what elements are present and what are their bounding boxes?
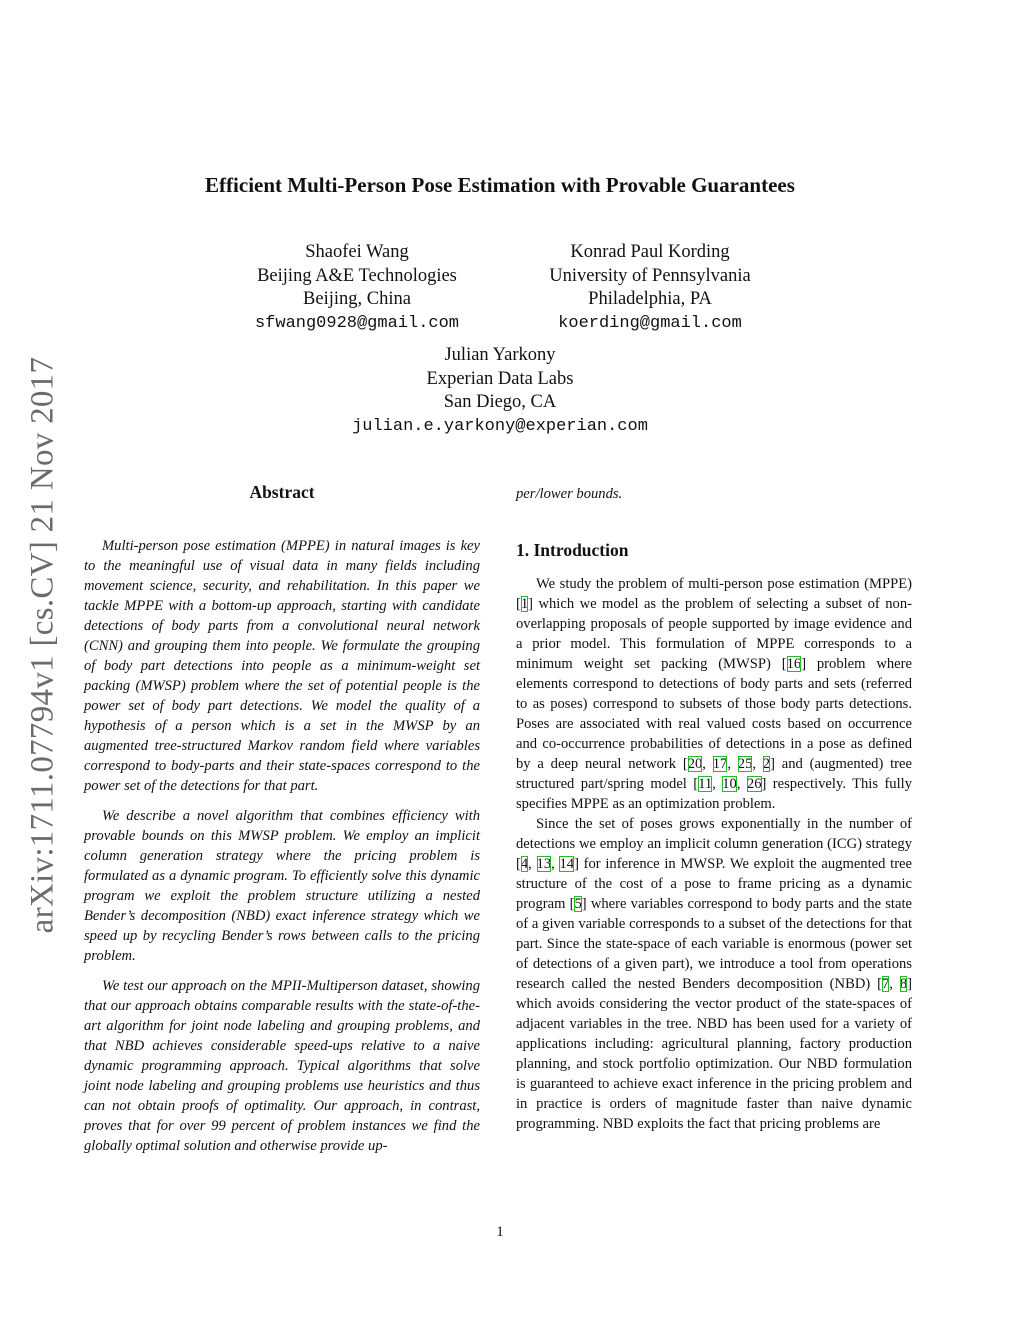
author-location: Beijing, China (303, 289, 411, 309)
text-run: Since the set of poses grows exponentially in the number of detections we employ an implicit column generation (ICG) strategy [ (516, 816, 912, 872)
citation-link[interactable]: 13 (536, 856, 552, 872)
citation-link[interactable]: 10 (722, 776, 737, 792)
citation-link[interactable]: 8 (899, 976, 908, 992)
citation-link[interactable]: 26 (746, 776, 762, 792)
separator: , (727, 756, 738, 772)
author-affiliation: Beijing A&E Technologies (257, 265, 457, 286)
text-run: ] which avoids considering the vector product of the state-spaces of adjacent variables in the tree. NBD has been used for a variety of applications including: agricultural planning, factory production planning, and stock portfolio optimization. Our NBD formulation is guaranteed to achieve exact inference in the pricing problem and in practice is orders of magnitude faster than naive dynamic programming. NBD exploits the fact that pricing problems are (516, 976, 912, 1132)
intro-paragraph-2 (516, 814, 912, 1134)
citation-link[interactable]: 1 (520, 596, 529, 612)
abstract-body (84, 536, 480, 1166)
citation-link[interactable]: 4 (520, 856, 529, 872)
text-run: ] where variables correspond to body parts and the state of a given variable corresponds to a subset of the detections for that part. Since the state-space of each variable is enormous (power set of detections of a given part), we introduce a tool from operations research called the nested Benders decomposition (NBD) [ (516, 896, 912, 992)
introduction-body (516, 574, 912, 1134)
separator: , (528, 856, 537, 872)
author-email: sfwang0928@gmail.com (254, 313, 460, 333)
author-location: Philadelphia, PA (588, 289, 712, 309)
arxiv-sidebar-stamp (20, 345, 66, 945)
citation-link[interactable]: 2 (762, 756, 771, 772)
abstract-paragraph: We describe a novel algorithm that combines efficiency with provable bounds on this MWSP problem. We employ an implicit column generation strategy where the pricing problem is formulated as a dynamic program. To efficiently solve this dynamic program we exploit the problem structure utilizing a nested Bender’s decomposition (NBD) exact inference strategy which we speed up by recycling Bender’s rows between calls to the pricing problem. (84, 808, 480, 964)
text-run: ] respectively. This fully specifies MPPE as an optimization problem. (516, 776, 913, 812)
paper-title: Efficient Multi-Person Pose Estimation with Provable Guarantees (205, 173, 795, 197)
citation-link[interactable]: 11 (698, 776, 713, 792)
separator: , (889, 976, 900, 992)
arxiv-identifier: arXiv:1711.07794v1 [cs.CV] 21 Nov 2017 (24, 356, 61, 934)
citation-link[interactable]: 25 (737, 756, 753, 772)
abstract-paragraph: We test our approach on the MPII-Multiperson dataset, showing that our approach obtains comparable results with the state-of-the-art algorithm for joint node labeling and grouping problems, and that NBD achieves considerable speed-ups relative to a naive dynamic programming approach. Typical algorithms that solve joint node labeling and grouping problems use heuristics and thus can not obtain proofs of optimality. Our approach, in contrast, proves that for over 99 percent of problem instances we find the globally optimal solution and otherwise provide up- (84, 978, 480, 1154)
abstract-heading: Abstract (249, 482, 315, 502)
separator: , (712, 776, 723, 792)
citation-link[interactable]: 17 (712, 756, 728, 772)
author-affiliation: Experian Data Labs (426, 368, 574, 389)
author-block-3 (320, 344, 680, 438)
separator: , (752, 756, 763, 772)
author-location: San Diego, CA (443, 392, 557, 412)
text-run: We study the problem of multi-person pose estimation (MPPE) [ (516, 576, 912, 612)
separator: , (702, 756, 713, 772)
citation-link[interactable]: 20 (687, 756, 703, 772)
section-heading-introduction: 1. Introduction (516, 540, 629, 560)
author-email: koerding@gmail.com (558, 313, 742, 333)
text-run: ] which we model as the problem of selecting a subset of non-overlapping proposals of people supported by image evidence and a prior model. This formulation of MPPE corresponds to a minimum weight set packing (MWSP) [ (516, 596, 912, 672)
author-name: Shaofei Wang (305, 242, 409, 262)
author-block-1 (232, 241, 482, 335)
text-run: ] for inference in MWSP. We exploit the augmented tree structure of the cost of a pose to frame pricing as a dynamic program [ (516, 856, 913, 912)
intro-paragraph-1 (516, 574, 912, 814)
author-affiliation: University of Pennsylvania (549, 265, 751, 286)
citation-link[interactable]: 7 (881, 976, 890, 992)
text-run: ] and (augmented) tree structured part/spring model [ (516, 756, 912, 792)
abstract-paragraph: Multi-person pose estimation (MPPE) in natural images is key to the meaningful use of visual data in many fields including movement science, security, and rehabilitation. In this paper we tackle MPPE with a bottom-up approach, starting with candidate detections of body parts from a convolutional neural network (CNN) and grouping them into people. We formulate the grouping of body part detections into people as a minimum-weight set packing (MWSP) problem where the set of potential people is the power set of body part detections. We model the quality of a hypothesis of a person which is a set in the MWSP by an augmented tree-structured Markov random field where variables correspond to body-parts and their state-spaces correspond to the power set of the detections for that part. (84, 538, 480, 794)
author-email: julian.e.yarkony@experian.com (352, 416, 648, 436)
author-block-2 (525, 241, 775, 335)
abstract-continuation: per/lower bounds. (516, 486, 623, 502)
citation-link[interactable]: 16 (786, 656, 802, 672)
text-run: ] problem where elements correspond to detections of body parts and sets (referred to as poses) correspond to subsets of those body parts detections. Poses are associated with real valued costs based on occurrence and co-occurrence probabilities of detections in a pose as defined by a deep neural network [ (516, 656, 912, 772)
page-number: 1 (496, 1224, 504, 1240)
separator: , (736, 776, 747, 792)
separator: , (551, 856, 560, 872)
author-name: Konrad Paul Kording (570, 242, 730, 262)
citation-link[interactable]: 14 (559, 856, 575, 872)
author-name: Julian Yarkony (444, 345, 556, 365)
citation-link[interactable]: 5 (574, 896, 582, 912)
